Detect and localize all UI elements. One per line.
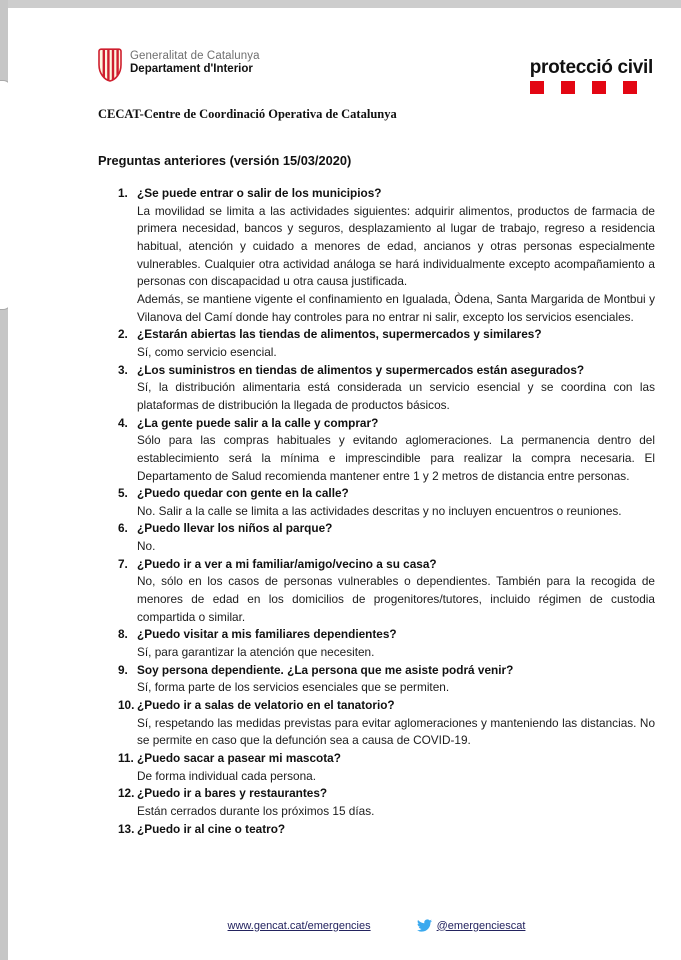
faq-item (98, 697, 655, 750)
faq-question: ¿Puedo llevar los niños al parque? (137, 521, 333, 536)
faq-number: 6. (118, 521, 128, 536)
faq-question: ¿Los suministros en tiendas de alimentos y supermercados están asegurados? (137, 362, 585, 377)
faq-answer: Sí, respetando las medidas previstas para evitar aglomeraciones y manteniendo las distancias. No se permite en caso que la defunción sea a causa de COVID-19. (137, 715, 655, 748)
generalitat-shield-icon (98, 48, 122, 87)
faq-item (98, 785, 655, 820)
faq-question: ¿Puedo quedar con gente en la calle? (137, 486, 349, 501)
faq-item (98, 485, 655, 520)
faq-answers (137, 503, 655, 521)
faq-item (98, 362, 655, 415)
generalitat-logo (98, 48, 260, 87)
faq-item (98, 415, 655, 486)
red-squares-icon (530, 81, 653, 94)
logo-org-name: Generalitat de Catalunya (130, 50, 260, 62)
faq-item (98, 520, 655, 555)
faq-question: ¿Puedo ir a salas de velatorio en el tanatorio? (137, 698, 395, 713)
faq-number: 4. (118, 415, 128, 430)
faq-answer: De forma individual cada persona. (137, 768, 317, 783)
faq-item (98, 626, 655, 661)
faq-answer: Sólo para las compras habituales y evitando aglomeraciones. La permanencia dentro del establecimiento será la mínima e imprescindible para realizar la compra necesaria. El Departamento de Salud recomienda mantener entre 1 y 2 metros de distancia entre personas. (137, 433, 655, 483)
faq-item (98, 185, 655, 326)
faq-answers (137, 715, 655, 750)
faq-number: 9. (118, 662, 128, 677)
faq-item (98, 750, 655, 785)
faq-answer: Además, se mantiene vigente el confinamiento en Igualada, Òdena, Santa Margarida de Montbui y Vilanova del Camí donde hay controles para no entrar ni salir, excepto los servicios esenciales. (137, 291, 655, 324)
faq-answers (137, 344, 655, 362)
proteccio-civil-logo (530, 58, 653, 94)
faq-answer: No, sólo en los casos de personas vulnerables o dependientes. También para la recogida de menores de edad en los domicilios de progenitores/tutores, incluido régimen de custodia compartida o similar. (137, 574, 655, 624)
faq-list (98, 185, 655, 838)
logo-dept-name: Departament d'Interior (130, 63, 253, 75)
faq-answer: No. (137, 539, 156, 554)
page-title: Preguntas anteriores (versión 15/03/2020) (98, 153, 352, 168)
twitter-icon (417, 919, 432, 932)
faq-answers (137, 573, 655, 626)
faq-number: 10. (118, 698, 135, 713)
faq-question: ¿Puedo visitar a mis familiares dependientes? (137, 627, 397, 642)
faq-answer: Sí, para garantizar la atención que necesiten. (137, 645, 375, 660)
faq-number: 13. (118, 821, 135, 836)
proteccio-civil-wordmark: protecció civil (529, 57, 653, 78)
faq-answer: No. Salir a la calle se limita a las actividades descritas y no incluyen encuentros o reuniones. (137, 503, 622, 518)
faq-item (98, 326, 655, 361)
document-page (8, 8, 681, 960)
faq-answer: Sí, forma parte de los servicios esenciales que se permiten. (137, 680, 450, 695)
document-footer (98, 919, 655, 932)
faq-item (98, 821, 655, 839)
cecat-subtitle: CECAT-Centre de Coordinació Operativa de Catalunya (98, 107, 397, 121)
faq-answers (137, 203, 655, 327)
faq-question: Soy persona dependiente. ¿La persona que me asiste podrá venir? (137, 662, 514, 677)
faq-answer: Están cerrados durante los próximos 15 días. (137, 803, 375, 818)
faq-number: 2. (118, 327, 128, 342)
faq-item (98, 556, 655, 627)
twitter-link[interactable] (417, 919, 526, 932)
faq-question: ¿Puedo ir al cine o teatro? (137, 821, 286, 836)
faq-question: ¿Estarán abiertas las tiendas de alimentos, supermercados y similares? (137, 327, 542, 342)
website-link-label: www.gencat.cat/emergencies (227, 919, 371, 932)
document-header (98, 48, 655, 94)
viewer-top-band (0, 0, 681, 8)
faq-answers (137, 679, 655, 697)
faq-answers (137, 538, 655, 556)
twitter-handle-label: @emergenciescat (436, 919, 526, 932)
faq-answer: La movilidad se limita a las actividades siguientes: adquirir alimentos, productos de farmacia de primera necesidad, bancos y seguros, desplazamiento al lugar de trabajo, regreso a residencia habitual, atención y cuidado a menores de edad, ancianos y otras personas especialmente vulnerables. Cualquier otra actividad análoga se hará individualmente excepto acompañamiento a personas con discapacidad u otra causa justificada. (137, 203, 655, 289)
faq-number: 8. (118, 627, 128, 642)
website-link[interactable] (228, 920, 371, 932)
faq-answer: Sí, como servicio esencial. (137, 344, 277, 359)
faq-question: ¿Puedo ir a bares y restaurantes? (137, 786, 328, 801)
faq-number: 11. (118, 751, 134, 765)
faq-answers (137, 432, 655, 485)
faq-answers (137, 803, 655, 821)
faq-question: ¿Se puede entrar o salir de los municipios? (137, 186, 382, 200)
faq-number: 1. (118, 186, 128, 200)
faq-number: 3. (118, 362, 128, 377)
faq-question: ¿Puedo sacar a pasear mi mascota? (137, 751, 341, 765)
faq-answers (137, 644, 655, 662)
faq-question: ¿La gente puede salir a la calle y comprar? (137, 415, 379, 430)
faq-number: 5. (118, 486, 128, 501)
faq-answer: Sí, la distribución alimentaria está considerada un servicio esencial y se coordina con las plataformas de distribución la llegada de productos básicos. (137, 380, 655, 412)
faq-number: 12. (118, 786, 135, 801)
faq-item (98, 662, 655, 697)
faq-number: 7. (118, 556, 128, 571)
faq-question: ¿Puedo ir a ver a mi familiar/amigo/vecino a su casa? (137, 556, 437, 571)
faq-answers (137, 768, 655, 786)
faq-answers (137, 379, 655, 414)
